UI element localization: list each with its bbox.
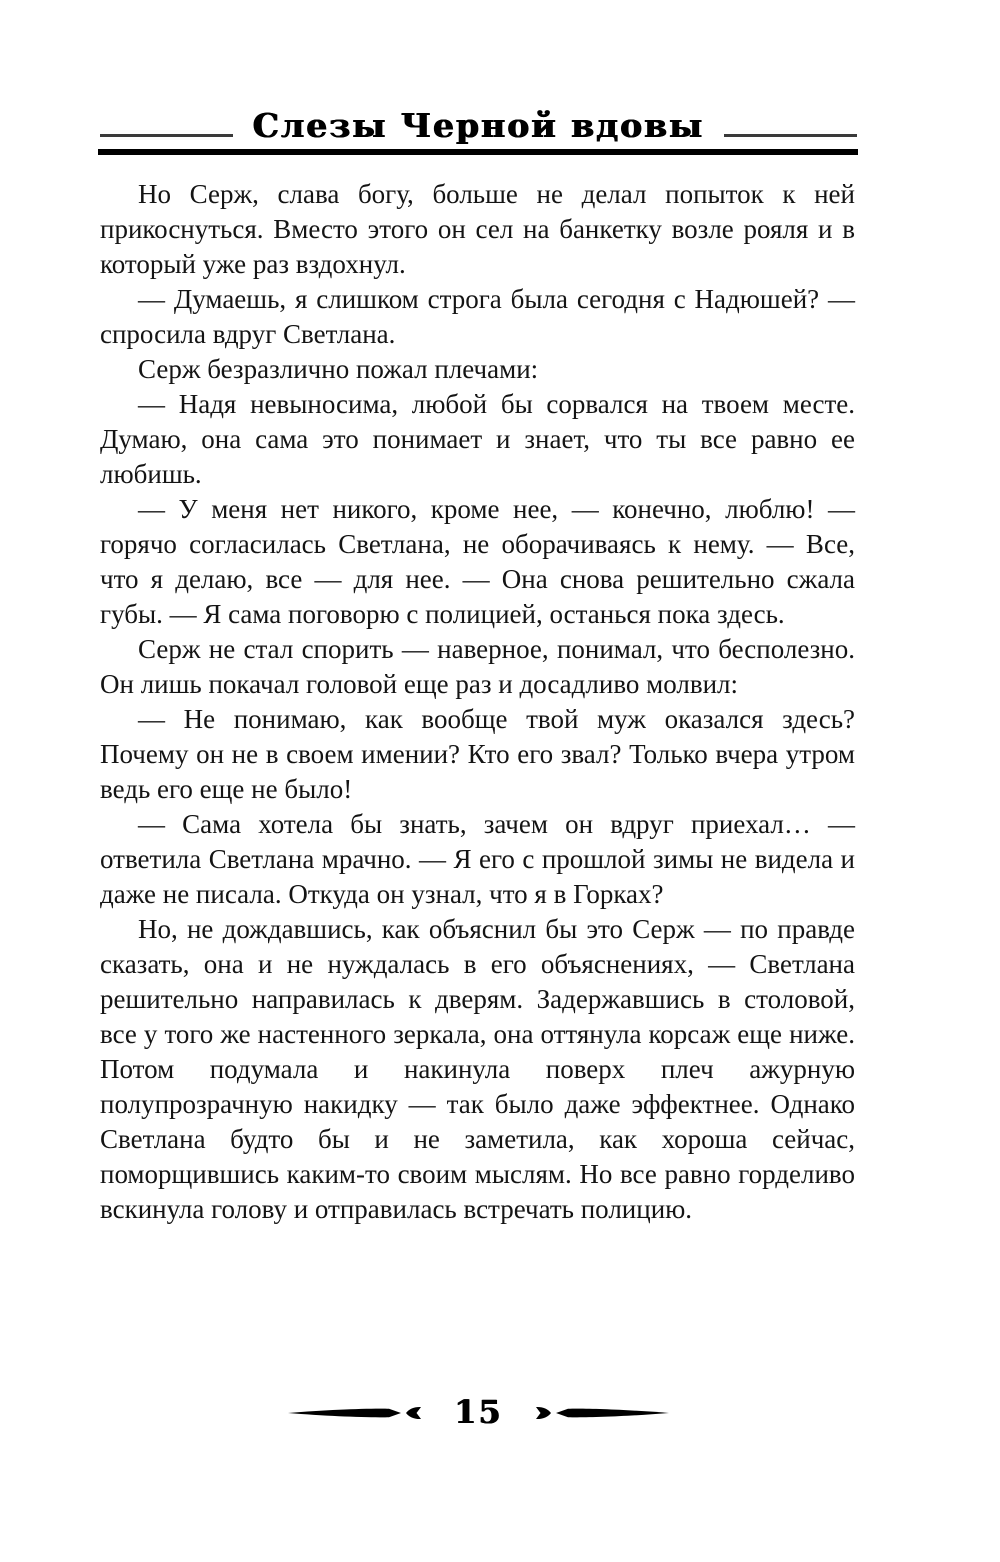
page-title: Слезы Черной вдовы (252, 106, 705, 145)
paragraph-9: Но, не дождавшись, как объяснил бы это Серж — по правде сказать, она и не нуждалась в его объяснениях, — Светлана решительно направилась к дверям. Задержавшись в столовой, все у того же настенного зеркала, она оттянула корсаж еще ниже. Потом подумала и накинула поверх плеч ажурную полупрозрачную накидку — так было даже эффектнее. Однако Светлана будто бы и не заметила, как хороша сейчас, поморщившись каким-то своим мыслям. Но все равно горделиво вскинула голову и отправилась встречать полицию. (100, 914, 855, 1225)
header-rule-left (100, 134, 233, 137)
paragraph-5: — У меня нет никого, кроме нее, — конечно, люблю! — горячо согласилась Светлана, не оборачиваясь к нему. — Все, что я делаю, все — для нее. — Она снова решительно сжала губы. — Я сама поговорю с полицией, останься пока здесь. (100, 494, 855, 630)
page-text (100, 177, 855, 1227)
paragraph-8: — Сама хотела бы знать, зачем он вдруг приехал… — ответила Светлана мрачно. — Я его с прошлой зимы не видела и даже не писала. Откуда он узнал, что я в Горках? (100, 809, 855, 910)
header-thick-rule (98, 149, 858, 155)
running-header (100, 108, 857, 144)
paragraph-7: — Не понимаю, как вообще твой муж оказался здесь? Почему он не в своем имении? Кто его звал? Только вчера утром ведь его еще не было! (100, 704, 855, 805)
paragraph-3: Серж безразлично пожал плечами: (138, 354, 539, 385)
dart-arrow-right-icon (288, 1403, 428, 1423)
paragraph-1: Но Серж, слава богу, больше не делал попыток к ней прикоснуться. Вместо этого он сел на банкетку возле рояля и в который уже раз вздохнул. (100, 179, 855, 280)
header-rule-right (724, 134, 857, 137)
paragraph-4: — Надя невыносима, любой бы сорвался на твоем месте. Думаю, она сама это понимает и знает, что ты все равно ее любишь. (100, 389, 855, 490)
paragraph-6: Серж не стал спорить — наверное, понимал, что бесполезно. Он лишь покачал головой еще раз и досадливо молвил: (100, 634, 855, 700)
page-footer (100, 1393, 857, 1431)
dart-arrow-left-icon (529, 1403, 669, 1423)
page-number: 15 (454, 1393, 503, 1431)
paragraph-2: — Думаешь, я слишком строга была сегодня с Надюшей? — спросила вдруг Светлана. (100, 284, 855, 350)
